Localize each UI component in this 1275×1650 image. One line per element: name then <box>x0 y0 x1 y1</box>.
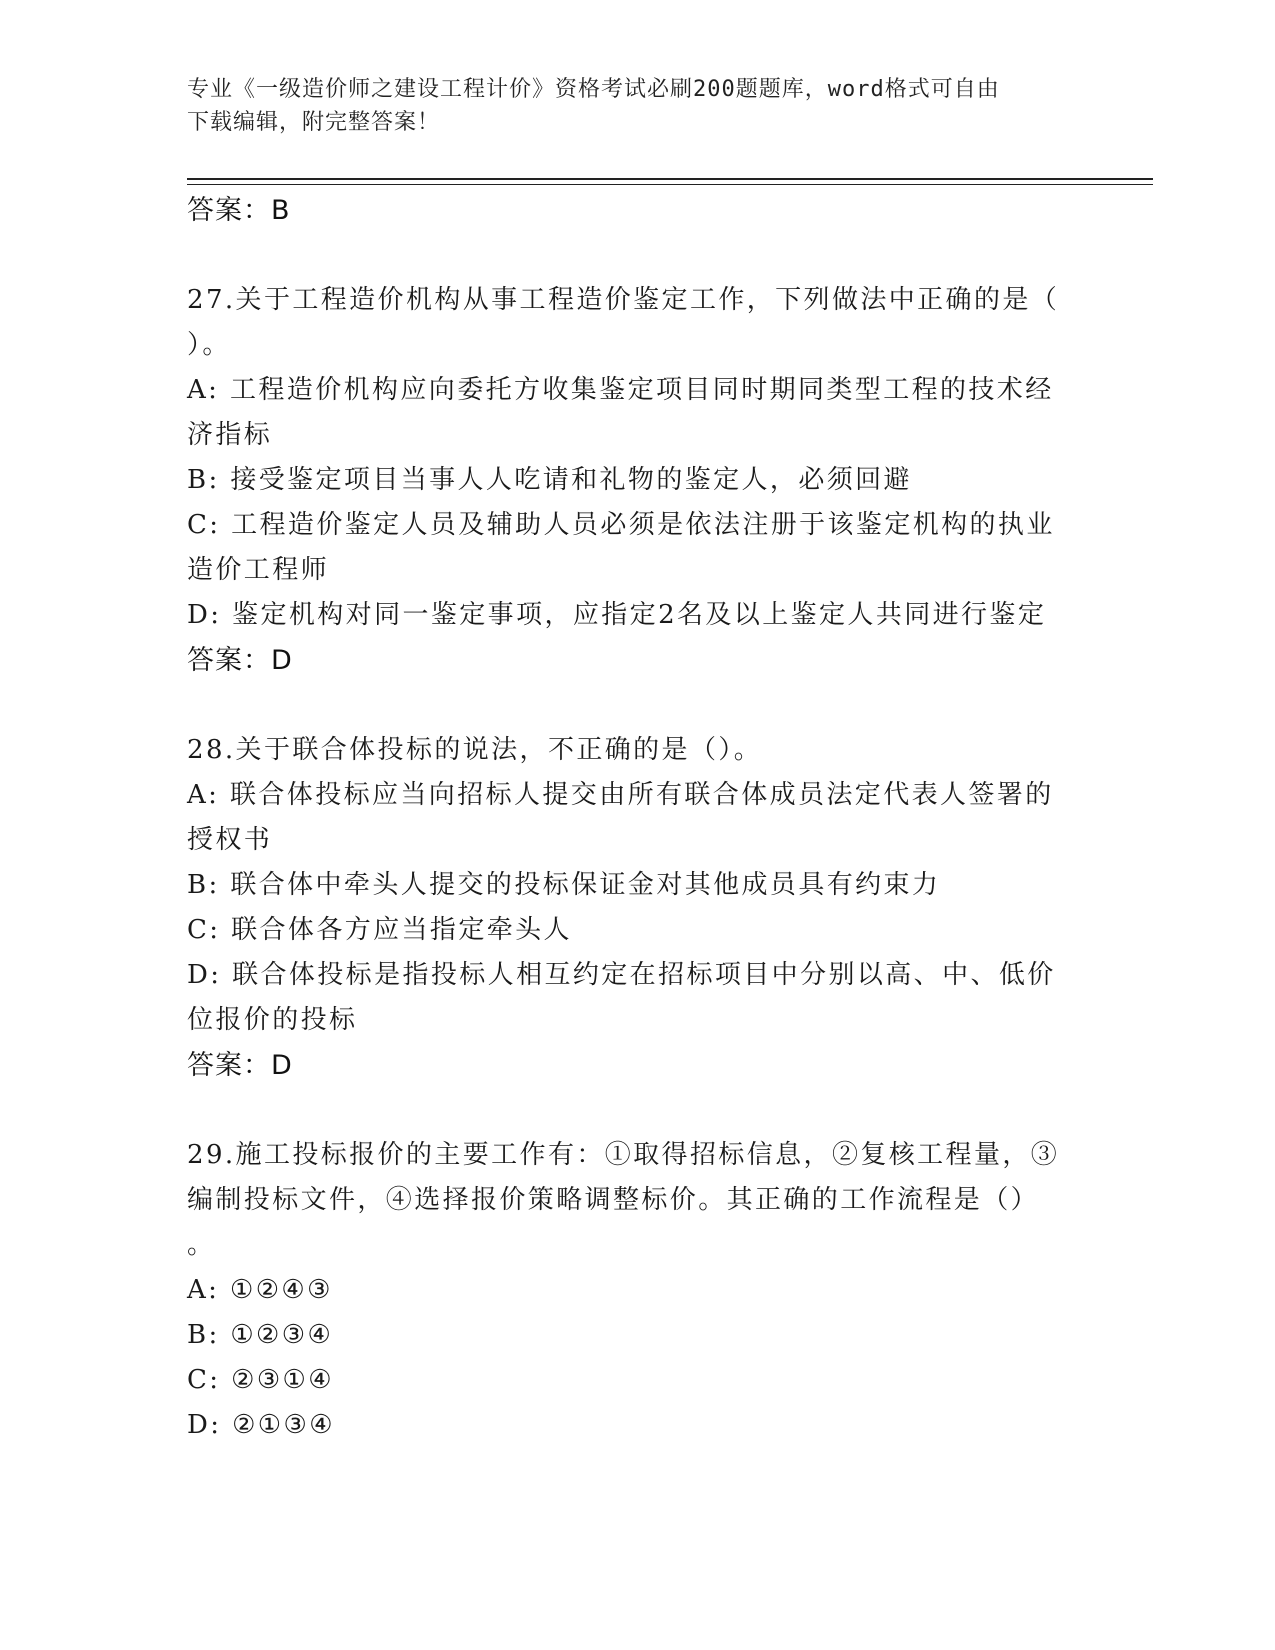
question-stem <box>187 1133 1067 1268</box>
option-line: 济指标 <box>187 420 273 450</box>
previous-answer: 答案：B <box>187 195 291 226</box>
option-line: B: 联合体中牵头人提交的投标保证金对其他成员具有约束力 <box>187 870 941 900</box>
option-d <box>187 593 1067 638</box>
option-line: B: ①②③④ <box>187 1320 334 1350</box>
question-28 <box>187 728 1067 1089</box>
header-divider-thin <box>187 184 1153 185</box>
question-stem-line: ）。 <box>187 330 231 360</box>
document-body <box>187 188 1067 1448</box>
option-line: A: ①②④③ <box>187 1275 333 1305</box>
header-divider-thick <box>187 178 1153 180</box>
option-b <box>187 1313 1067 1358</box>
question-stem-line: 27.关于工程造价机构从事工程造价鉴定工作，下列做法中正确的是（ <box>187 285 1060 315</box>
option-line: C: 联合体各方应当指定牵头人 <box>187 915 572 945</box>
option-a <box>187 773 1067 863</box>
option-b <box>187 458 1067 503</box>
option-line: C: ②③①④ <box>187 1365 334 1395</box>
option-line: 授权书 <box>187 825 273 855</box>
header-line-1: 专业《一级造价师之建设工程计价》资格考试必刷200题题库，word格式可自由 <box>187 77 1000 102</box>
header-line-2: 下载编辑，附完整答案！ <box>187 110 441 135</box>
option-c <box>187 908 1067 953</box>
option-line: A: 联合体投标应当向招标人提交由所有联合体成员法定代表人签署的 <box>187 780 1054 810</box>
page-header <box>187 73 1067 139</box>
question-stem-line: 29.施工投标报价的主要工作有：①取得招标信息，②复核工程量，③ <box>187 1140 1060 1170</box>
option-c <box>187 1358 1067 1403</box>
option-line: C: 工程造价鉴定人员及辅助人员必须是依法注册于该鉴定机构的执业 <box>187 510 1055 540</box>
option-a <box>187 1268 1067 1313</box>
question-27 <box>187 278 1067 684</box>
option-line: D: ②①③④ <box>187 1410 335 1440</box>
option-line: D: 联合体投标是指投标人相互约定在招标项目中分别以高、中、低价 <box>187 960 1056 990</box>
option-line: D: 鉴定机构对同一鉴定事项，应指定2名及以上鉴定人共同进行鉴定 <box>187 600 1047 630</box>
option-line: 位报价的投标 <box>187 1005 358 1035</box>
option-c <box>187 503 1067 593</box>
question-stem <box>187 728 1067 773</box>
option-line: B: 接受鉴定项目当事人人吃请和礼物的鉴定人，必须回避 <box>187 465 912 495</box>
option-d <box>187 953 1067 1043</box>
question-29 <box>187 1133 1067 1448</box>
option-a <box>187 368 1067 458</box>
option-line: 造价工程师 <box>187 555 330 585</box>
question-stem-line: 。 <box>187 1230 216 1260</box>
option-d <box>187 1403 1067 1448</box>
answer-label: 答案：D <box>187 1050 293 1081</box>
option-b <box>187 863 1067 908</box>
question-stem-line: 编制投标文件，④选择报价策略调整标价。其正确的工作流程是（） <box>187 1185 1040 1215</box>
option-line: A: 工程造价机构应向委托方收集鉴定项目同时期同类型工程的技术经 <box>187 375 1054 405</box>
question-stem <box>187 278 1067 368</box>
question-stem-line: 28.关于联合体投标的说法，不正确的是（）。 <box>187 735 763 765</box>
answer-label: 答案：D <box>187 645 293 676</box>
